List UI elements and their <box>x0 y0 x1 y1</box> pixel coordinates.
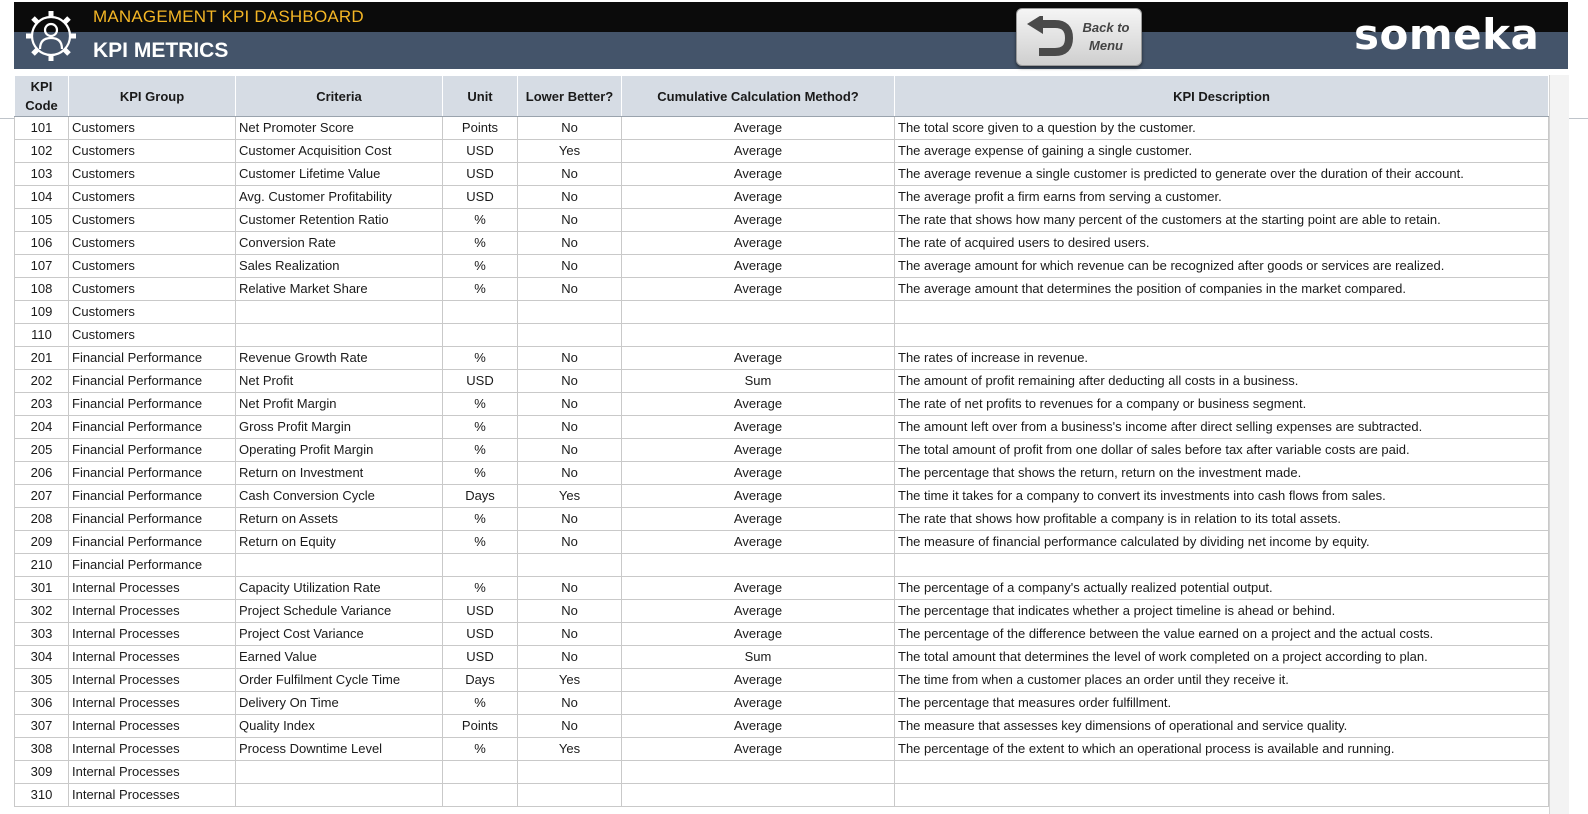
table-row <box>15 140 1549 163</box>
cell-unit[interactable]: USD <box>443 186 518 209</box>
cell-criteria[interactable]: Sales Realization <box>236 255 443 278</box>
cell-lower-better[interactable]: No <box>518 531 622 554</box>
table-row <box>15 347 1549 370</box>
cell-cumulative-method[interactable]: Average <box>622 462 895 485</box>
table-row <box>15 669 1549 692</box>
cell-criteria[interactable]: Revenue Growth Rate <box>236 347 443 370</box>
cell-kpi-code[interactable]: 108 <box>15 278 69 301</box>
cell-kpi-description[interactable]: The average profit a firm earns from serving a customer. <box>895 186 1549 209</box>
cell-kpi-description[interactable]: The rate of acquired users to desired users. <box>895 232 1549 255</box>
cell-kpi-description[interactable]: The total amount that determines the level of work completed on a project according to plan. <box>895 646 1549 669</box>
cell-unit[interactable]: % <box>443 232 518 255</box>
back-arrow-icon <box>1025 16 1075 58</box>
cell-unit[interactable] <box>443 554 518 577</box>
cell-kpi-group[interactable]: Internal Processes <box>69 600 236 623</box>
cell-cumulative-method[interactable] <box>622 761 895 784</box>
cell-cumulative-method[interactable]: Average <box>622 393 895 416</box>
cell-lower-better[interactable]: No <box>518 255 622 278</box>
cell-criteria[interactable]: Gross Profit Margin <box>236 416 443 439</box>
cell-kpi-description[interactable]: The average expense of gaining a single customer. <box>895 140 1549 163</box>
cell-cumulative-method[interactable]: Average <box>622 163 895 186</box>
cell-kpi-group[interactable]: Internal Processes <box>69 715 236 738</box>
cell-cumulative-method[interactable]: Average <box>622 347 895 370</box>
cell-lower-better[interactable]: No <box>518 692 622 715</box>
cell-lower-better[interactable]: No <box>518 715 622 738</box>
cell-kpi-description[interactable]: The percentage of a company's actually realized potential output. <box>895 577 1549 600</box>
cell-criteria[interactable]: Project Schedule Variance <box>236 600 443 623</box>
cell-lower-better[interactable] <box>518 324 622 347</box>
cell-lower-better[interactable]: No <box>518 117 622 140</box>
cell-kpi-code[interactable]: 301 <box>15 577 69 600</box>
cell-kpi-description[interactable]: The measure of financial performance calculated by dividing net income by equity. <box>895 531 1549 554</box>
cell-kpi-group[interactable]: Internal Processes <box>69 646 236 669</box>
cell-criteria[interactable]: Return on Investment <box>236 462 443 485</box>
cell-unit[interactable]: Days <box>443 669 518 692</box>
cell-unit[interactable]: % <box>443 462 518 485</box>
cell-unit[interactable]: % <box>443 278 518 301</box>
cell-kpi-description[interactable]: The measure that assesses key dimensions of operational and service quality. <box>895 715 1549 738</box>
cell-cumulative-method[interactable]: Average <box>622 117 895 140</box>
cell-criteria[interactable]: Order Fulfilment Cycle Time <box>236 669 443 692</box>
column-header-unit: Unit <box>443 76 518 117</box>
cell-criteria[interactable]: Process Downtime Level <box>236 738 443 761</box>
cell-unit[interactable]: % <box>443 531 518 554</box>
cell-kpi-group[interactable]: Internal Processes <box>69 623 236 646</box>
cell-kpi-description[interactable] <box>895 324 1549 347</box>
cell-unit[interactable] <box>443 301 518 324</box>
cell-kpi-group[interactable]: Customers <box>69 278 236 301</box>
cell-cumulative-method[interactable]: Average <box>622 209 895 232</box>
cell-kpi-description[interactable] <box>895 301 1549 324</box>
cell-kpi-description[interactable]: The total score given to a question by the customer. <box>895 117 1549 140</box>
table-row <box>15 416 1549 439</box>
cell-cumulative-method[interactable]: Average <box>622 508 895 531</box>
cell-cumulative-method[interactable]: Average <box>622 140 895 163</box>
cell-kpi-code[interactable]: 110 <box>15 324 69 347</box>
cell-criteria[interactable]: Cash Conversion Cycle <box>236 485 443 508</box>
cell-unit[interactable]: % <box>443 209 518 232</box>
cell-cumulative-method[interactable]: Average <box>622 255 895 278</box>
cell-kpi-description[interactable] <box>895 784 1549 807</box>
cell-kpi-description[interactable]: The amount of profit remaining after deducting all costs in a business. <box>895 370 1549 393</box>
cell-unit[interactable]: USD <box>443 623 518 646</box>
cell-kpi-description[interactable]: The total amount of profit from one dollar of sales before tax after variable costs are paid. <box>895 439 1549 462</box>
table-row <box>15 577 1549 600</box>
cell-kpi-group[interactable]: Financial Performance <box>69 531 236 554</box>
cell-criteria[interactable]: Net Profit <box>236 370 443 393</box>
cell-kpi-group[interactable]: Financial Performance <box>69 462 236 485</box>
column-header-kpi-description: KPI Description <box>895 76 1549 117</box>
cell-unit[interactable]: % <box>443 577 518 600</box>
cell-kpi-code[interactable]: 102 <box>15 140 69 163</box>
cell-kpi-group[interactable]: Financial Performance <box>69 347 236 370</box>
cell-kpi-description[interactable]: The time from when a customer places an order until they receive it. <box>895 669 1549 692</box>
cell-kpi-group[interactable]: Customers <box>69 255 236 278</box>
cell-kpi-description[interactable]: The rate of net profits to revenues for a company or business segment. <box>895 393 1549 416</box>
cell-criteria[interactable] <box>236 784 443 807</box>
cell-cumulative-method[interactable]: Average <box>622 485 895 508</box>
cell-kpi-code[interactable]: 203 <box>15 393 69 416</box>
cell-unit[interactable]: % <box>443 393 518 416</box>
cell-lower-better[interactable]: Yes <box>518 140 622 163</box>
banner-bottom-strip <box>14 32 1568 69</box>
cell-criteria[interactable]: Customer Retention Ratio <box>236 209 443 232</box>
table-row <box>15 462 1549 485</box>
cell-unit[interactable]: Points <box>443 117 518 140</box>
cell-kpi-description[interactable]: The percentage of the difference between the value earned on a project and the actual costs. <box>895 623 1549 646</box>
cell-kpi-description[interactable] <box>895 761 1549 784</box>
cell-kpi-description[interactable]: The percentage of the extent to which an operational process is available and running. <box>895 738 1549 761</box>
cell-lower-better[interactable] <box>518 301 622 324</box>
cell-unit[interactable]: % <box>443 439 518 462</box>
cell-unit[interactable]: % <box>443 255 518 278</box>
table-row <box>15 370 1549 393</box>
cell-cumulative-method[interactable] <box>622 784 895 807</box>
cell-unit[interactable]: % <box>443 416 518 439</box>
cell-kpi-code[interactable]: 302 <box>15 600 69 623</box>
cell-unit[interactable]: USD <box>443 646 518 669</box>
cell-lower-better[interactable]: No <box>518 623 622 646</box>
cell-lower-better[interactable]: No <box>518 278 622 301</box>
cell-kpi-description[interactable]: The rate that shows how many percent of the customers at the starting point are able to retain. <box>895 209 1549 232</box>
cell-kpi-code[interactable]: 101 <box>15 117 69 140</box>
table-row <box>15 623 1549 646</box>
cell-unit[interactable]: % <box>443 692 518 715</box>
column-header-kpi-group: KPI Group <box>69 76 236 117</box>
cell-kpi-group[interactable]: Financial Performance <box>69 370 236 393</box>
cell-kpi-code[interactable]: 104 <box>15 186 69 209</box>
table-row <box>15 600 1549 623</box>
table-body <box>15 117 1549 807</box>
cell-lower-better[interactable]: No <box>518 370 622 393</box>
cell-criteria[interactable]: Quality Index <box>236 715 443 738</box>
cell-criteria[interactable]: Net Promoter Score <box>236 117 443 140</box>
cell-criteria[interactable]: Return on Assets <box>236 508 443 531</box>
cell-criteria[interactable] <box>236 554 443 577</box>
cell-lower-better[interactable]: Yes <box>518 485 622 508</box>
someka-logo: someka <box>1354 10 1540 59</box>
cell-kpi-group[interactable]: Internal Processes <box>69 784 236 807</box>
cell-kpi-description[interactable]: The amount left over from a business's income after direct selling expenses are subtracted. <box>895 416 1549 439</box>
cell-unit[interactable]: % <box>443 347 518 370</box>
cell-kpi-group[interactable]: Internal Processes <box>69 738 236 761</box>
cell-lower-better[interactable]: No <box>518 209 622 232</box>
cell-unit[interactable]: USD <box>443 140 518 163</box>
cell-cumulative-method[interactable]: Average <box>622 416 895 439</box>
cell-cumulative-method[interactable]: Average <box>622 186 895 209</box>
cell-kpi-group[interactable]: Internal Processes <box>69 669 236 692</box>
cell-criteria[interactable]: Conversion Rate <box>236 232 443 255</box>
cell-lower-better[interactable] <box>518 784 622 807</box>
cell-kpi-code[interactable]: 107 <box>15 255 69 278</box>
cell-kpi-group[interactable]: Customers <box>69 209 236 232</box>
column-header-lower-better: Lower Better? <box>518 76 622 117</box>
table-row <box>15 186 1549 209</box>
table-row <box>15 439 1549 462</box>
cell-cumulative-method[interactable]: Average <box>622 531 895 554</box>
cell-kpi-group[interactable]: Customers <box>69 163 236 186</box>
cell-lower-better[interactable]: No <box>518 508 622 531</box>
table-row <box>15 324 1549 347</box>
column-header-kpi-code: KPI Code <box>15 76 69 117</box>
header-banner <box>14 2 1568 69</box>
table-row <box>15 692 1549 715</box>
cell-kpi-code[interactable]: 204 <box>15 416 69 439</box>
back-to-menu-button[interactable] <box>1016 8 1142 66</box>
cell-kpi-description[interactable]: The percentage that shows the return, return on the investment made. <box>895 462 1549 485</box>
cell-kpi-description[interactable]: The rate that shows how profitable a company is in relation to its total assets. <box>895 508 1549 531</box>
cell-unit[interactable]: USD <box>443 163 518 186</box>
dashboard-subtitle: MANAGEMENT KPI DASHBOARD <box>93 7 364 26</box>
cell-kpi-group[interactable]: Customers <box>69 301 236 324</box>
cell-lower-better[interactable]: No <box>518 577 622 600</box>
cell-criteria[interactable]: Relative Market Share <box>236 278 443 301</box>
cell-criteria[interactable] <box>236 324 443 347</box>
table-row <box>15 163 1549 186</box>
cell-cumulative-method[interactable] <box>622 301 895 324</box>
cell-kpi-code[interactable]: 307 <box>15 715 69 738</box>
table-row <box>15 508 1549 531</box>
column-header-criteria: Criteria <box>236 76 443 117</box>
cell-kpi-description[interactable]: The average amount for which revenue can be recognized after goods or services are realized. <box>895 255 1549 278</box>
cell-cumulative-method[interactable]: Average <box>622 669 895 692</box>
cell-lower-better[interactable]: No <box>518 646 622 669</box>
cell-cumulative-method[interactable]: Average <box>622 439 895 462</box>
vertical-scrollbar[interactable] <box>1549 75 1569 814</box>
cell-lower-better[interactable]: No <box>518 416 622 439</box>
cell-kpi-description[interactable]: The rates of increase in revenue. <box>895 347 1549 370</box>
cell-kpi-description[interactable]: The percentage that indicates whether a project timeline is ahead or behind. <box>895 600 1549 623</box>
cell-lower-better[interactable]: Yes <box>518 669 622 692</box>
table-row <box>15 209 1549 232</box>
cell-kpi-description[interactable]: The time it takes for a company to convert its investments into cash flows from sales. <box>895 485 1549 508</box>
cell-criteria[interactable] <box>236 761 443 784</box>
cell-cumulative-method[interactable]: Average <box>622 715 895 738</box>
cell-cumulative-method[interactable]: Average <box>622 600 895 623</box>
cell-criteria[interactable]: Net Profit Margin <box>236 393 443 416</box>
cell-unit[interactable]: USD <box>443 370 518 393</box>
cell-cumulative-method[interactable] <box>622 554 895 577</box>
cell-kpi-group[interactable]: Financial Performance <box>69 554 236 577</box>
table-row <box>15 646 1549 669</box>
table-row <box>15 715 1549 738</box>
cell-criteria[interactable] <box>236 301 443 324</box>
cell-kpi-group[interactable]: Customers <box>69 324 236 347</box>
cell-unit[interactable]: % <box>443 738 518 761</box>
cell-lower-better[interactable]: No <box>518 439 622 462</box>
kpi-table-container <box>14 75 1568 807</box>
cell-kpi-group[interactable]: Financial Performance <box>69 439 236 462</box>
cell-kpi-code[interactable]: 310 <box>15 784 69 807</box>
cell-kpi-code[interactable]: 106 <box>15 232 69 255</box>
cell-lower-better[interactable]: No <box>518 186 622 209</box>
cell-criteria[interactable]: Project Cost Variance <box>236 623 443 646</box>
cell-kpi-code[interactable]: 304 <box>15 646 69 669</box>
cell-criteria[interactable]: Avg. Customer Profitability <box>236 186 443 209</box>
cell-kpi-description[interactable]: The percentage that measures order fulfillment. <box>895 692 1549 715</box>
cell-cumulative-method[interactable]: Average <box>622 692 895 715</box>
cell-kpi-code[interactable]: 306 <box>15 692 69 715</box>
table-row <box>15 232 1549 255</box>
cell-cumulative-method[interactable]: Average <box>622 232 895 255</box>
cell-kpi-group[interactable]: Customers <box>69 140 236 163</box>
cell-kpi-code[interactable]: 103 <box>15 163 69 186</box>
cell-kpi-description[interactable]: The average amount that determines the position of companies in the market compared. <box>895 278 1549 301</box>
cell-kpi-group[interactable]: Financial Performance <box>69 485 236 508</box>
cell-unit[interactable]: % <box>443 508 518 531</box>
cell-criteria[interactable]: Earned Value <box>236 646 443 669</box>
cell-cumulative-method[interactable] <box>622 324 895 347</box>
cell-kpi-code[interactable]: 202 <box>15 370 69 393</box>
cell-cumulative-method[interactable]: Average <box>622 738 895 761</box>
cell-unit[interactable]: Days <box>443 485 518 508</box>
cell-lower-better[interactable]: No <box>518 163 622 186</box>
cell-kpi-code[interactable]: 303 <box>15 623 69 646</box>
cell-kpi-group[interactable]: Internal Processes <box>69 577 236 600</box>
cell-lower-better[interactable]: No <box>518 393 622 416</box>
cell-kpi-code[interactable]: 207 <box>15 485 69 508</box>
cell-criteria[interactable]: Customer Acquisition Cost <box>236 140 443 163</box>
cell-kpi-code[interactable]: 305 <box>15 669 69 692</box>
table-header-row <box>15 76 1549 117</box>
cell-kpi-group[interactable]: Customers <box>69 117 236 140</box>
table-row <box>15 255 1549 278</box>
table-row <box>15 784 1549 807</box>
cell-cumulative-method[interactable]: Average <box>622 623 895 646</box>
cell-unit[interactable]: Points <box>443 715 518 738</box>
cell-unit[interactable] <box>443 761 518 784</box>
table-row <box>15 485 1549 508</box>
cell-lower-better[interactable] <box>518 761 622 784</box>
table-row <box>15 761 1549 784</box>
cell-kpi-group[interactable]: Internal Processes <box>69 692 236 715</box>
back-button-label: Back to Menu <box>1082 20 1130 53</box>
cell-unit[interactable] <box>443 784 518 807</box>
cell-kpi-code[interactable]: 109 <box>15 301 69 324</box>
cell-cumulative-method[interactable]: Sum <box>622 646 895 669</box>
cell-kpi-code[interactable]: 201 <box>15 347 69 370</box>
table-row <box>15 554 1549 577</box>
table-row <box>15 738 1549 761</box>
table-row <box>15 301 1549 324</box>
cell-lower-better[interactable]: No <box>518 232 622 255</box>
table-row <box>15 117 1549 140</box>
cell-criteria[interactable]: Operating Profit Margin <box>236 439 443 462</box>
cell-kpi-group[interactable]: Financial Performance <box>69 508 236 531</box>
cell-criteria[interactable]: Customer Lifetime Value <box>236 163 443 186</box>
cell-lower-better[interactable]: No <box>518 600 622 623</box>
cell-kpi-group[interactable]: Financial Performance <box>69 393 236 416</box>
column-header-cumulative-method: Cumulative Calculation Method? <box>622 76 895 117</box>
cell-lower-better[interactable]: No <box>518 462 622 485</box>
page-title: KPI METRICS <box>93 39 229 62</box>
cell-cumulative-method[interactable]: Average <box>622 577 895 600</box>
cell-lower-better[interactable]: Yes <box>518 738 622 761</box>
cell-kpi-code[interactable]: 209 <box>15 531 69 554</box>
table-row <box>15 393 1549 416</box>
cell-kpi-description[interactable]: The average revenue a single customer is predicted to generate over the duration of their account. <box>895 163 1549 186</box>
cell-kpi-description[interactable] <box>895 554 1549 577</box>
cell-kpi-code[interactable]: 210 <box>15 554 69 577</box>
cell-kpi-code[interactable]: 308 <box>15 738 69 761</box>
cell-criteria[interactable]: Capacity Utilization Rate <box>236 577 443 600</box>
cell-criteria[interactable]: Delivery On Time <box>236 692 443 715</box>
table-row <box>15 278 1549 301</box>
cell-lower-better[interactable]: No <box>518 347 622 370</box>
cell-criteria[interactable]: Return on Equity <box>236 531 443 554</box>
cell-cumulative-method[interactable]: Average <box>622 278 895 301</box>
cell-kpi-code[interactable]: 206 <box>15 462 69 485</box>
cell-kpi-group[interactable]: Internal Processes <box>69 761 236 784</box>
cell-kpi-code[interactable]: 105 <box>15 209 69 232</box>
gear-person-icon <box>22 7 80 65</box>
cell-lower-better[interactable] <box>518 554 622 577</box>
cell-kpi-code[interactable]: 208 <box>15 508 69 531</box>
cell-kpi-group[interactable]: Customers <box>69 232 236 255</box>
kpi-metrics-table <box>14 75 1549 807</box>
cell-unit[interactable] <box>443 324 518 347</box>
cell-kpi-code[interactable]: 205 <box>15 439 69 462</box>
table-row <box>15 531 1549 554</box>
cell-cumulative-method[interactable]: Sum <box>622 370 895 393</box>
cell-kpi-code[interactable]: 309 <box>15 761 69 784</box>
cell-unit[interactable]: USD <box>443 600 518 623</box>
cell-kpi-group[interactable]: Customers <box>69 186 236 209</box>
cell-kpi-group[interactable]: Financial Performance <box>69 416 236 439</box>
